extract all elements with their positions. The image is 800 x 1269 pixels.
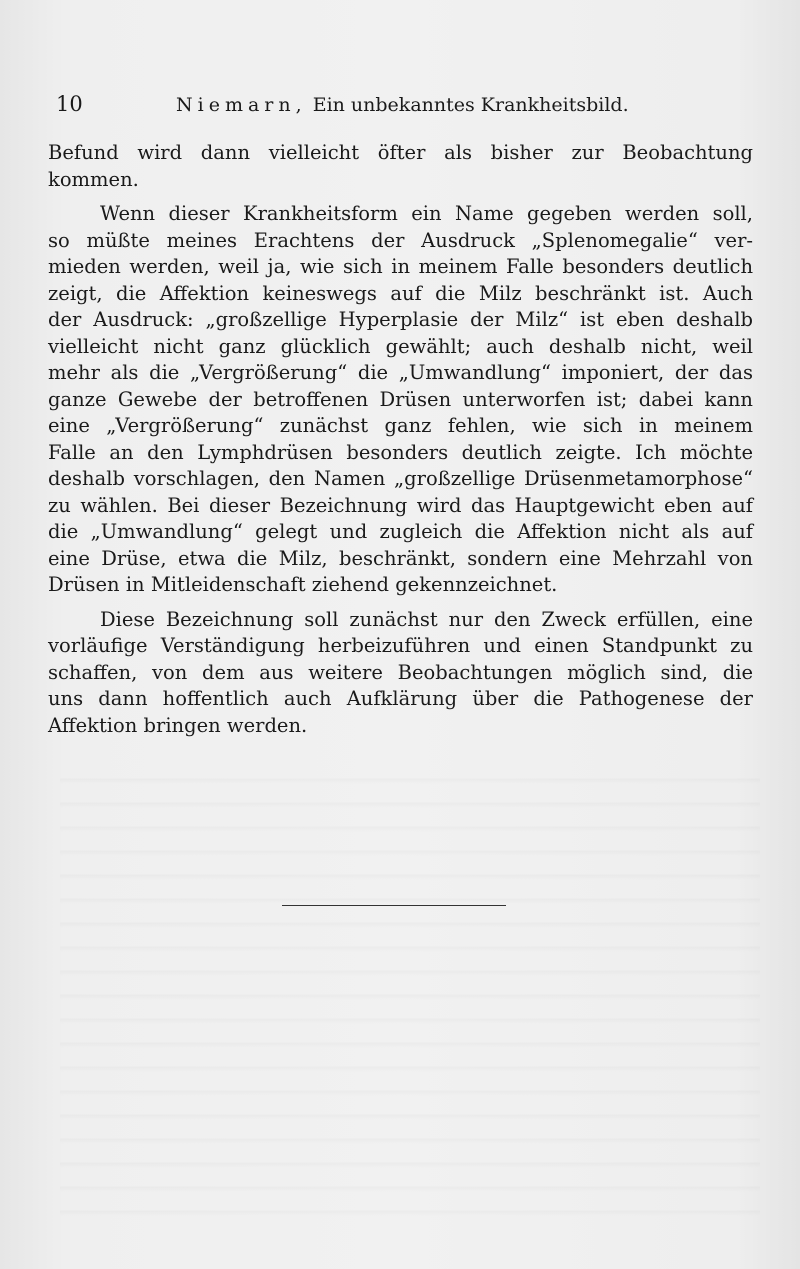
text-line: Diese Bezeichnung soll zunächst nur den Zweck erfüllen, eine bbox=[100, 607, 753, 631]
text-line: uns dann hoffentlich auch Aufklärung über die Pathogenese der bbox=[48, 687, 753, 710]
paragraph-2 bbox=[48, 201, 753, 599]
text-line: Affektion bringen werden. bbox=[48, 713, 308, 737]
text-line: Drüsen in Mitleidenschaft ziehend gekennzeichnet. bbox=[48, 573, 558, 596]
running-head-author: Niemarn, bbox=[176, 94, 307, 116]
text-line: ganze Gewebe der betroffenen Drüsen unterworfen ist; dabei kann bbox=[48, 387, 753, 411]
text-line: mieden werden, weil ja, wie sich in meinem Falle besonders deutlich bbox=[48, 255, 753, 278]
end-rule bbox=[282, 905, 506, 906]
page-header bbox=[56, 92, 756, 122]
text-line: vorläufige Verständigung herbeizuführen und einen Standpunkt zu bbox=[48, 634, 753, 657]
text-line: Wenn dieser Krankheitsform ein Name gegeben werden soll, bbox=[100, 202, 753, 225]
text-line: kommen. bbox=[48, 167, 139, 191]
body-text bbox=[48, 140, 753, 739]
text-line: Befund wird dann vielleicht öfter als bisher zur Beobachtung bbox=[48, 141, 753, 164]
running-head-title: Ein unbekanntes Krankheitsbild. bbox=[312, 94, 629, 116]
page-number: 10 bbox=[56, 92, 83, 116]
text-line: so müßte meines Erachtens der Ausdruck „Splenomegalie“ ver- bbox=[48, 228, 753, 252]
text-line: die „Umwandlung“ gelegt und zugleich die Affektion nicht als auf bbox=[48, 520, 753, 543]
paragraph-3 bbox=[48, 607, 753, 740]
text-line: zeigt, die Affektion keineswegs auf die Milz beschränkt ist. Auch bbox=[48, 281, 753, 305]
text-line: der Ausdruck: „großzellige Hyperplasie der Milz“ ist eben deshalb bbox=[48, 308, 753, 331]
text-line: zu wählen. Bei dieser Bezeichnung wird das Hauptgewicht eben auf bbox=[48, 493, 753, 517]
text-line: schaffen, von dem aus weitere Beobachtungen möglich sind, die bbox=[48, 660, 753, 684]
running-head bbox=[176, 94, 629, 116]
text-line: Falle an den Lymphdrüsen besonders deutlich zeigte. Ich möchte bbox=[48, 440, 753, 464]
text-line: eine Drüse, etwa die Milz, beschränkt, sondern eine Mehrzahl von bbox=[48, 546, 753, 570]
text-line: vielleicht nicht ganz glücklich gewählt; auch deshalb nicht, weil bbox=[48, 334, 753, 358]
show-through-texture bbox=[60, 760, 760, 1230]
paragraph-1 bbox=[48, 140, 753, 193]
text-line: mehr als die „Vergrößerung“ die „Umwandlung“ imponiert, der das bbox=[48, 361, 753, 384]
text-line: eine „Vergrößerung“ zunächst ganz fehlen, wie sich in meinem bbox=[48, 414, 753, 437]
text-line: deshalb vorschlagen, den Namen „großzellige Drüsenmetamorphose“ bbox=[48, 467, 753, 490]
